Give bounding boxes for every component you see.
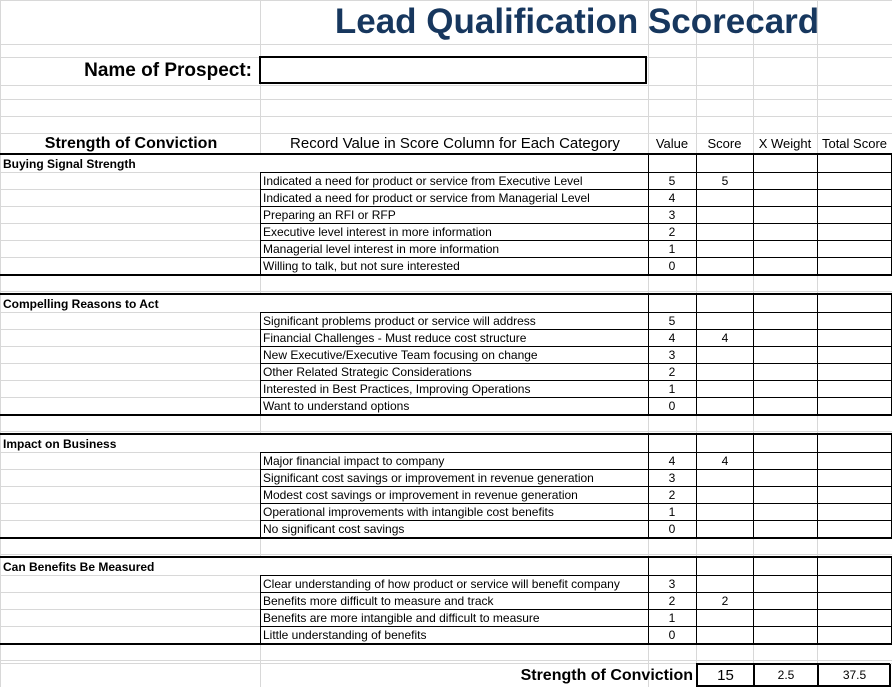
criterion-value: 2 [668, 594, 676, 608]
section-title: Can Benefits Be Measured [3, 560, 155, 574]
criterion-value: 1 [668, 611, 676, 625]
total-score: 15 [717, 667, 734, 684]
prospect-name-input[interactable] [259, 56, 647, 84]
criterion-value: 5 [668, 174, 676, 188]
section-title: Impact on Business [3, 437, 117, 451]
criterion-label: Executive level interest in more information [263, 225, 492, 239]
criterion-label: Willing to talk, but not sure interested [263, 259, 460, 273]
section-title: Compelling Reasons to Act [3, 297, 159, 311]
criterion-label: Preparing an RFI or RFP [263, 208, 396, 222]
column-header-record: Record Value in Score Column for Each Category [290, 135, 620, 152]
criterion-label: Clear understanding of how product or service will benefit company [263, 577, 620, 591]
section-title: Buying Signal Strength [3, 157, 136, 171]
criterion-value: 5 [668, 314, 676, 328]
criterion-score[interactable]: 4 [721, 331, 729, 345]
column-header-weight: X Weight [758, 136, 812, 151]
criterion-value: 3 [668, 577, 676, 591]
criterion-value: 3 [668, 208, 676, 222]
criterion-label: New Executive/Executive Team focusing on change [263, 348, 538, 362]
criterion-value: 0 [668, 399, 676, 413]
criterion-value: 1 [668, 382, 676, 396]
criterion-label: Little understanding of benefits [263, 628, 427, 642]
criterion-score[interactable]: 4 [721, 454, 729, 468]
criterion-label: Operational improvements with intangible cost benefits [263, 505, 554, 519]
criterion-value: 2 [668, 225, 676, 239]
criterion-label: No significant cost savings [263, 522, 405, 536]
criterion-value: 0 [668, 628, 676, 642]
criterion-label: Significant problems product or service will address [263, 314, 536, 328]
column-header-score: Score [707, 136, 742, 151]
column-header-total: Total Score [821, 136, 888, 151]
criterion-label: Benefits more difficult to measure and track [263, 594, 494, 608]
criterion-label: Indicated a need for product or service from Executive Level [263, 174, 583, 188]
criterion-label: Indicated a need for product or service from Managerial Level [263, 191, 590, 205]
total-weight: 2.5 [777, 668, 795, 682]
criterion-value: 4 [668, 191, 676, 205]
column-header-value: Value [655, 136, 689, 151]
column-header-strength: Strength of Conviction [44, 135, 218, 152]
criterion-label: Significant cost savings or improvement in revenue generation [263, 471, 594, 485]
criterion-value: 4 [668, 331, 676, 345]
criterion-value: 1 [668, 242, 676, 256]
criterion-value: 2 [668, 488, 676, 502]
criterion-label: Want to understand options [263, 399, 410, 413]
total-weighted: 37.5 [842, 668, 867, 682]
criterion-label: Modest cost savings or improvement in revenue generation [263, 488, 578, 502]
criterion-label: Managerial level interest in more information [263, 242, 500, 256]
total-label: Strength of Conviction [520, 667, 693, 684]
criterion-label: Benefits are more intangible and difficult to measure [263, 611, 540, 625]
criterion-value: 3 [668, 348, 676, 362]
criterion-label: Financial Challenges - Must reduce cost structure [263, 331, 527, 345]
prospect-name-label: Name of Prospect: [84, 60, 252, 81]
criterion-label: Other Related Strategic Considerations [263, 365, 472, 379]
criterion-label: Interested in Best Practices, Improving Operations [263, 382, 531, 396]
criterion-value: 0 [668, 259, 676, 273]
criterion-score[interactable]: 5 [721, 174, 729, 188]
criterion-value: 0 [668, 522, 676, 536]
criterion-value: 1 [668, 505, 676, 519]
criterion-value: 2 [668, 365, 676, 379]
criterion-value: 3 [668, 471, 676, 485]
criterion-value: 4 [668, 454, 676, 468]
criterion-score[interactable]: 2 [721, 594, 729, 608]
criterion-label: Major financial impact to company [263, 454, 445, 468]
page-title: Lead Qualification Scorecard [334, 2, 820, 41]
